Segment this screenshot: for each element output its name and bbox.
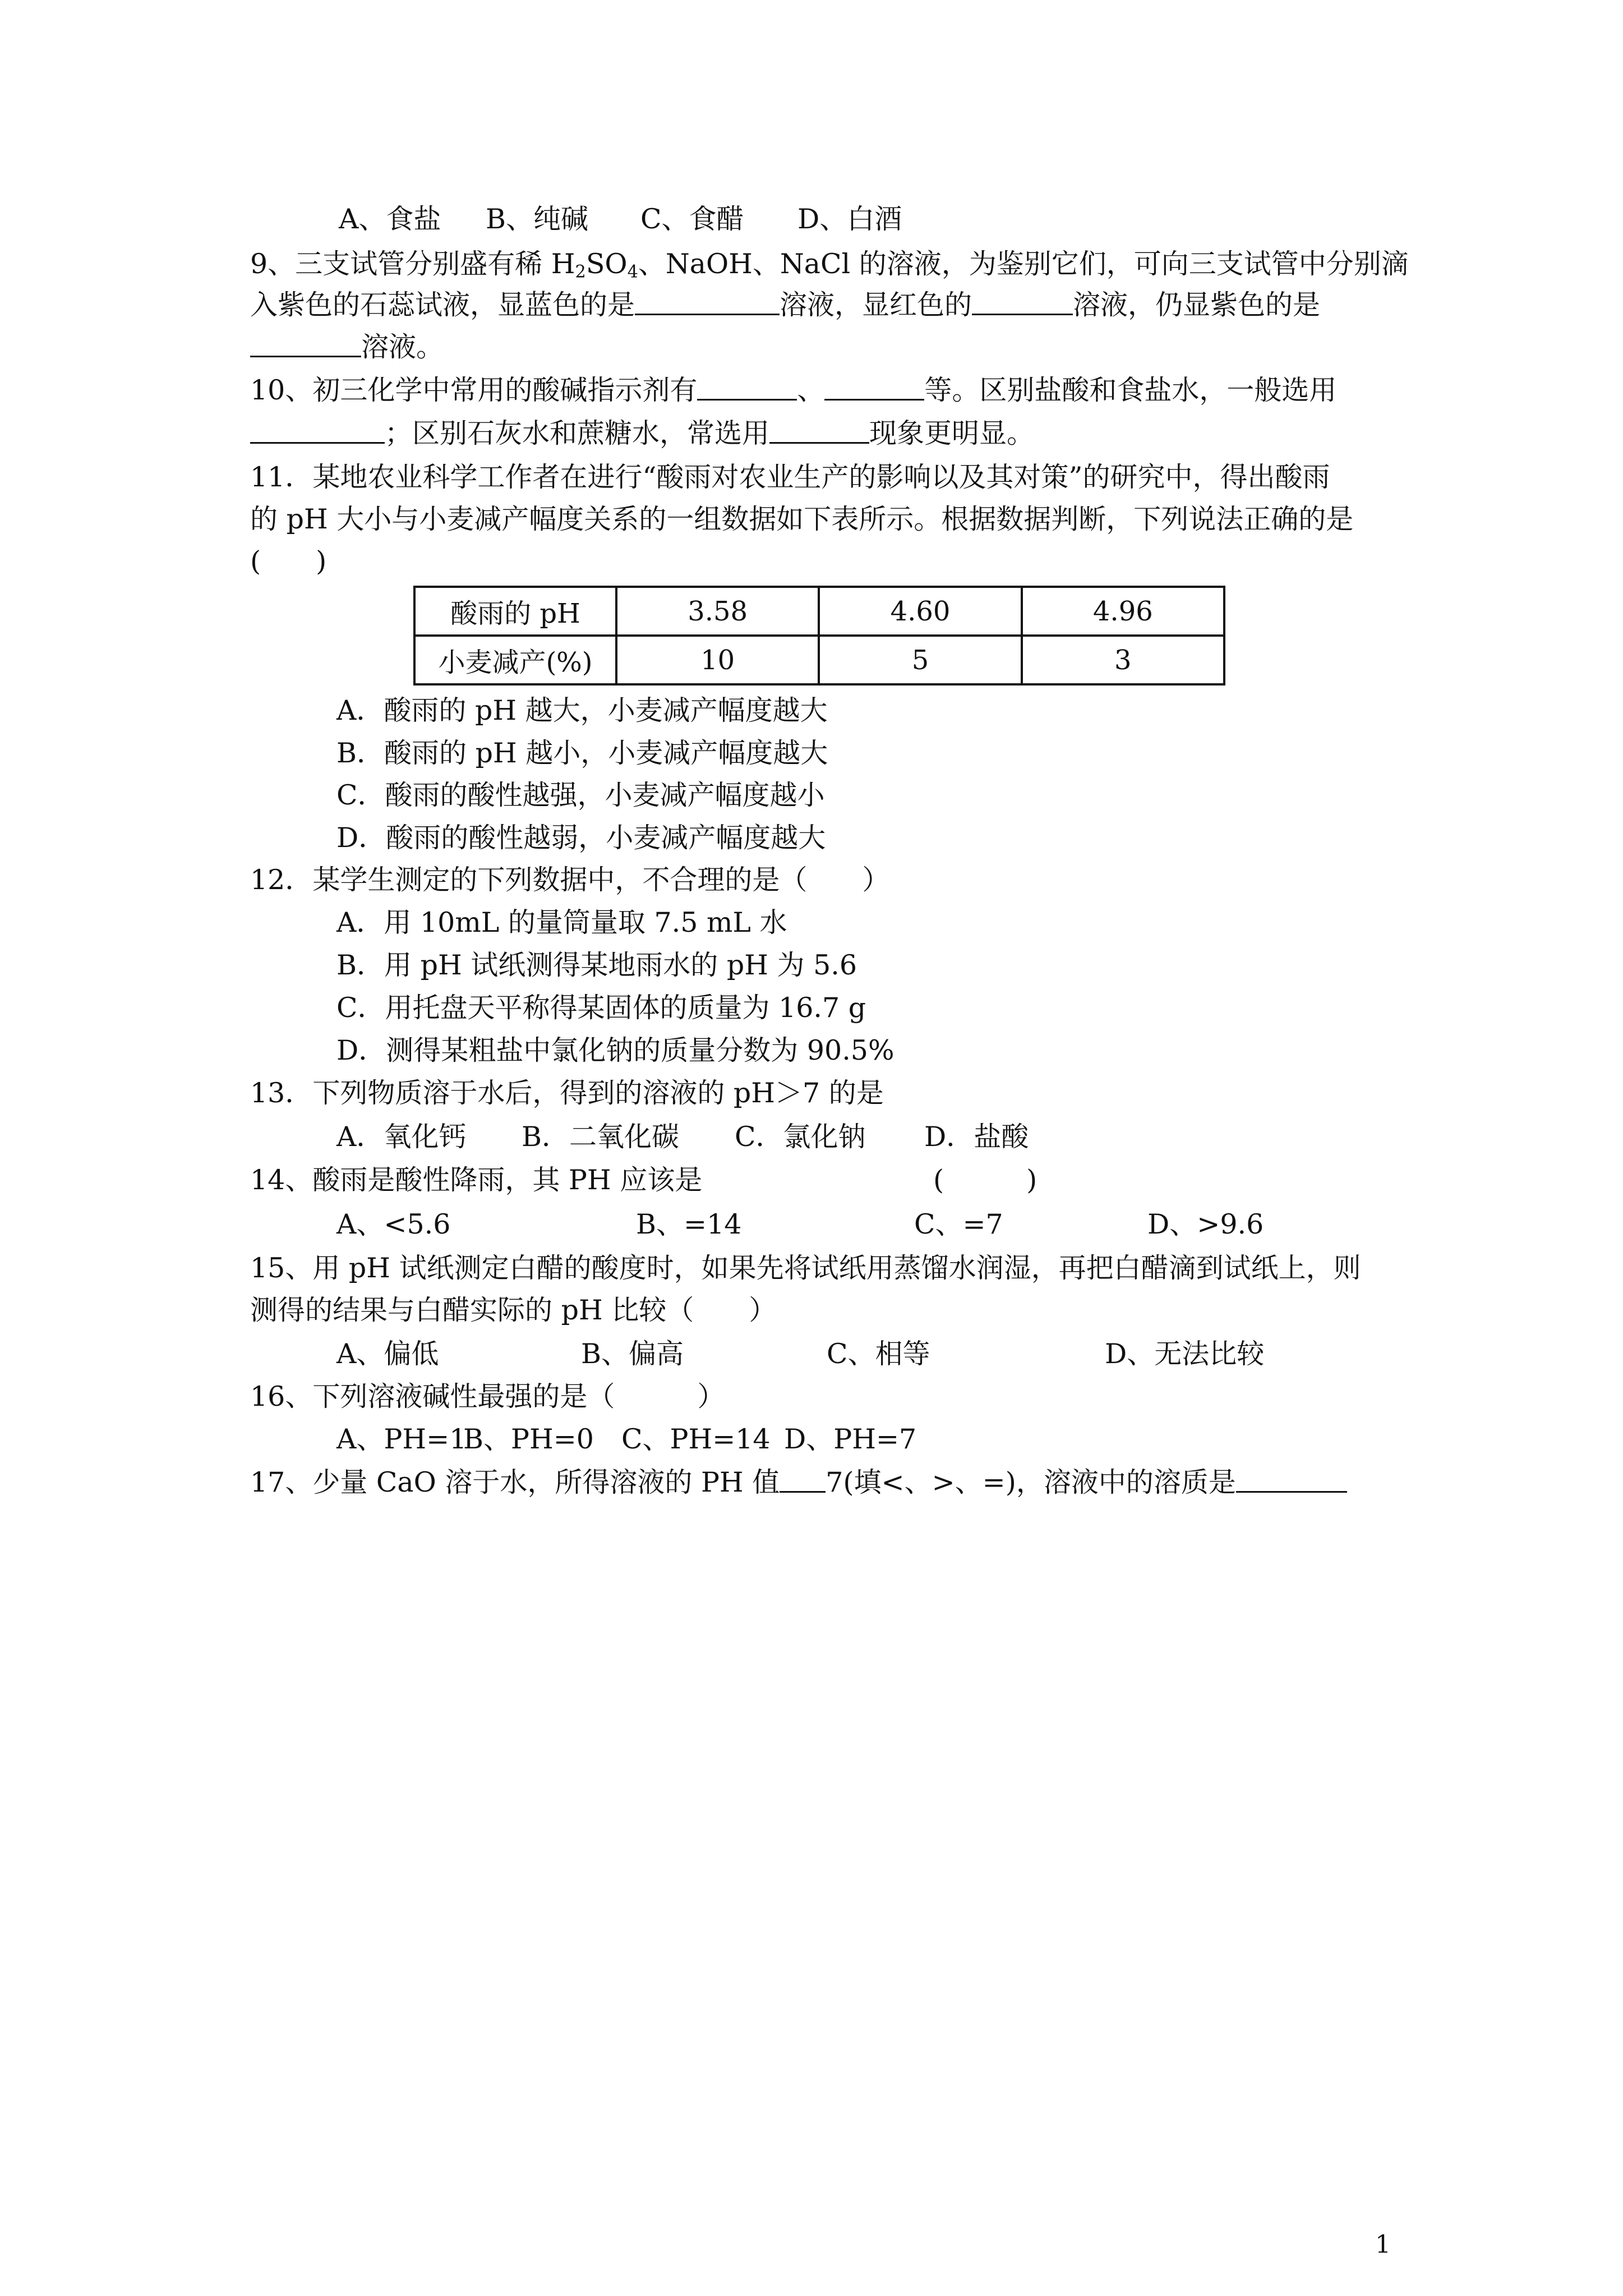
q16-stem: 16、下列溶液碱性最强的是（ ） (250, 1381, 725, 1412)
q11-line-1: 11．某地农业科学工作者在进行“酸雨对农业生产的影响以及其对策”的研究中，得出酸雨 (250, 461, 1330, 493)
q15-option-b: B、偏高 (581, 1338, 684, 1370)
q11-line-3: ( ) (250, 545, 327, 577)
q12-option-d: D．测得某粗盐中氯化钠的质量分数为 90.5% (336, 1034, 895, 1066)
q15-option-a: A、偏低 (336, 1338, 439, 1370)
q15-option-d: D、无法比较 (1105, 1338, 1265, 1370)
q13-option-c: C．氯化钠 (735, 1121, 866, 1153)
q15-line-1: 15、用 pH 试纸测定白醋的酸度时，如果先将试纸用蒸馏水润湿，再把白醋滴到试纸上，则 (250, 1252, 1361, 1284)
table-cell: 小麦减产(%) (414, 636, 616, 684)
q16-option-c: C、PH=14 (621, 1423, 771, 1455)
q13-option-d: D．盐酸 (924, 1121, 1029, 1153)
q9-line-2: 入紫色的石蕊试液，显蓝色的是 溶液，显红色的 溶液，仍显紫色的是 (250, 289, 1321, 321)
q9-line-1: 9、三支试管分别盛有稀 $H_2SO_4$、NaOH、NaCl 的溶液，为鉴别它们，可向三支试管中分别滴 (250, 248, 1409, 282)
q14-option-c: C、=7 (914, 1208, 1003, 1240)
answer-blank[interactable] (250, 417, 385, 444)
ph-yield-table (413, 586, 1225, 685)
q11-option-d: D．酸雨的酸性越弱，小麦减产幅度越大 (336, 822, 826, 854)
table-cell: 3 (1022, 636, 1224, 684)
answer-blank[interactable] (250, 331, 361, 357)
q8-option-d: D、白酒 (797, 203, 902, 235)
answer-blank[interactable] (769, 417, 869, 444)
table-cell: 4.96 (1022, 587, 1224, 636)
table-cell: 4.60 (819, 587, 1021, 636)
q15-option-c: C、相等 (827, 1338, 930, 1370)
q11-option-c: C．酸雨的酸性越强，小麦减产幅度越小 (336, 779, 825, 811)
answer-blank[interactable] (697, 374, 797, 401)
q11-option-b: B．酸雨的 pH 越小，小麦减产幅度越大 (336, 737, 828, 769)
q16-option-b: B、PH=0 (463, 1423, 594, 1455)
q12-option-a: A．用 10mL 的量筒量取 7.5 mL 水 (336, 907, 787, 938)
q8-option-b: B、纯碱 (486, 203, 589, 235)
answer-blank[interactable] (1236, 1466, 1347, 1493)
table-row (414, 587, 1224, 636)
table-cell: 10 (616, 636, 819, 684)
q11-line-2: 的 pH 大小与小麦减产幅度关系的一组数据如下表所示。根据数据判断，下列说法正确的是 (250, 503, 1354, 535)
q17-line: 17、少量 CaO 溶于水，所得溶液的 PH 值 7(填<、>、=)，溶液中的溶质是 (250, 1464, 1389, 1501)
table-cell: 5 (819, 636, 1021, 684)
page-number: 1 (1375, 2230, 1391, 2259)
q10-line-2: ；区别石灰水和蔗糖水，常选用 现象更明显。 (250, 415, 1389, 452)
q16-option-a: A、PH=1 (336, 1423, 467, 1455)
q14-option-d: D、>9.6 (1147, 1208, 1264, 1240)
q12-option-c: C．用托盘天平称得某固体的质量为 16.7 g (336, 992, 866, 1024)
table-row (414, 636, 1224, 684)
q8-options (339, 201, 1477, 238)
q14-stem: 14、酸雨是酸性降雨，其 PH 应该是 ( ) (250, 1164, 1038, 1196)
q15-line-2: 测得的结果与白醋实际的 pH 比较（ ） (250, 1294, 777, 1326)
q15-options (336, 1336, 1475, 1373)
q16-option-d: D、PH=7 (784, 1423, 917, 1455)
q8-option-c: C、食醋 (640, 203, 744, 235)
q12-option-b: B．用 pH 试纸测得某地雨水的 pH 为 5.6 (336, 949, 857, 981)
q10-line-1: 10、初三化学中常用的酸碱指示剂有 、 等。区别盐酸和食盐水，一般选用 (250, 374, 1337, 406)
q13-option-b: B．二氧化碳 (522, 1121, 680, 1153)
q14-option-a: A、<5.6 (336, 1208, 451, 1240)
answer-blank[interactable] (824, 374, 924, 401)
q11-option-a: A．酸雨的 pH 越大，小麦减产幅度越大 (336, 694, 828, 726)
q14-option-b: B、=14 (636, 1208, 742, 1240)
q13-options (336, 1119, 1475, 1156)
q14-options (336, 1206, 1475, 1243)
table-cell: 酸雨的 pH (414, 587, 616, 636)
q8-option-a: A、食盐 (339, 203, 441, 235)
answer-blank[interactable] (972, 289, 1073, 315)
q13-option-a: A．氧化钙 (336, 1121, 467, 1153)
q13-stem: 13．下列物质溶于水后，得到的溶液的 pH＞7 的是 (250, 1077, 884, 1109)
q16-options (336, 1421, 1475, 1458)
answer-blank[interactable] (635, 289, 780, 315)
answer-blank[interactable] (780, 1466, 826, 1493)
q12-stem: 12．某学生测定的下列数据中，不合理的是（ ） (250, 864, 890, 896)
table-cell: 3.58 (616, 587, 819, 636)
q9-line-3: 溶液。 (250, 329, 1389, 366)
